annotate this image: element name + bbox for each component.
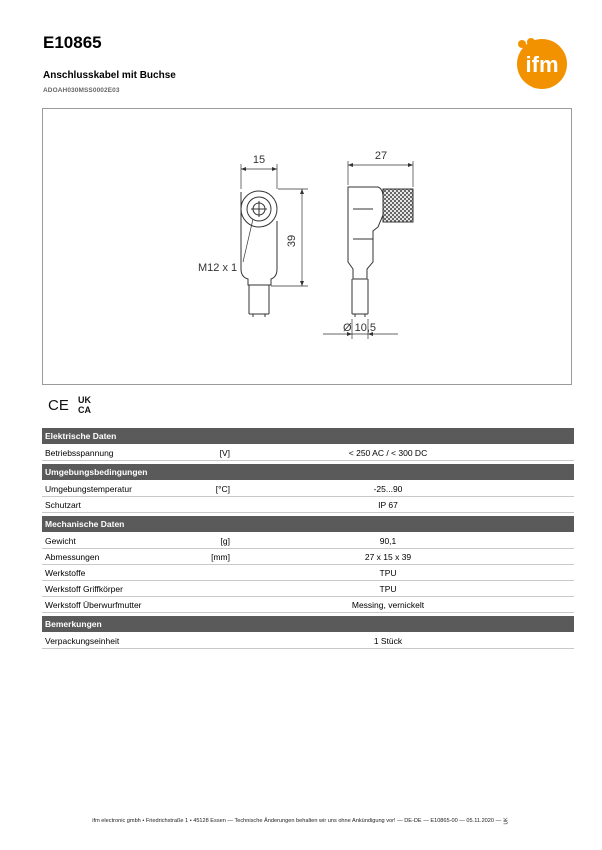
product-description: Anschlusskabel mit Buchse (43, 70, 176, 81)
svg-text:ifm: ifm (525, 52, 559, 77)
row-value: 27 x 15 x 39 (202, 550, 574, 565)
row-value: -25...90 (202, 482, 574, 497)
row-value: < 250 AC / < 300 DC (202, 446, 574, 461)
page-footer (0, 818, 602, 824)
row-value: IP 67 (202, 498, 574, 513)
section-header: Bemerkungen (42, 616, 574, 632)
table-row (42, 598, 574, 614)
ifm-logo (510, 37, 574, 89)
row-unit: [°C] (192, 482, 232, 497)
row-value: 1 Stück (202, 634, 574, 649)
table-row (42, 634, 574, 650)
table-row (42, 550, 574, 566)
thread-label: M12 x 1 (198, 262, 238, 274)
row-value: TPU (202, 582, 574, 597)
row-value: TPU (202, 566, 574, 581)
table-row (42, 534, 574, 550)
row-label: Verpackungseinheit (42, 634, 192, 649)
technical-drawing (42, 108, 572, 385)
diameter-label: Ø 10,5 (343, 322, 377, 334)
table-row (42, 498, 574, 514)
row-label: Werkstoff Überwurfmutter (42, 598, 192, 613)
row-value: 90,1 (202, 534, 574, 549)
row-label: Umgebungstemperatur (42, 482, 192, 497)
product-number: E10865 (43, 33, 102, 52)
svg-text:CA: CA (78, 405, 91, 415)
ce-mark: CE (48, 397, 69, 414)
footer-text: ifm electronic gmbh • Friedrichstraße 1 • 45128 Essen — Technische Änderungen behalten wir uns ohne Ankündigung vor! — DE-DE — E10865-00 — 05.11.2020 — (92, 818, 502, 824)
row-unit: [mm] (192, 550, 232, 565)
section-header: Elektrische Daten (42, 428, 574, 444)
certification-marks (46, 393, 102, 415)
table-row (42, 566, 574, 582)
row-label: Abmessungen (42, 550, 192, 565)
specification-table (42, 428, 574, 650)
table-row (42, 482, 574, 498)
row-value: Messing, vernickelt (202, 598, 574, 613)
row-label: Werkstoffe (42, 566, 192, 581)
row-unit: [g] (192, 534, 232, 549)
dim-width-left: 15 (252, 154, 266, 166)
section-header: Umgebungsbedingungen (42, 464, 574, 480)
dim-height: 39 (286, 234, 298, 248)
dim-width-right: 27 (374, 150, 388, 162)
product-code: ADOAH030MSS0002E03 (43, 87, 120, 94)
row-label: Schutzart (42, 498, 192, 513)
table-row (42, 582, 574, 598)
row-unit: [V] (192, 446, 232, 461)
footer-mark: UK (503, 817, 510, 825)
svg-text:UK: UK (78, 395, 91, 405)
row-label: Werkstoff Griffkörper (42, 582, 192, 597)
row-label: Gewicht (42, 534, 192, 549)
section-header: Mechanische Daten (42, 516, 574, 532)
table-row (42, 446, 574, 462)
row-label: Betriebsspannung (42, 446, 192, 461)
